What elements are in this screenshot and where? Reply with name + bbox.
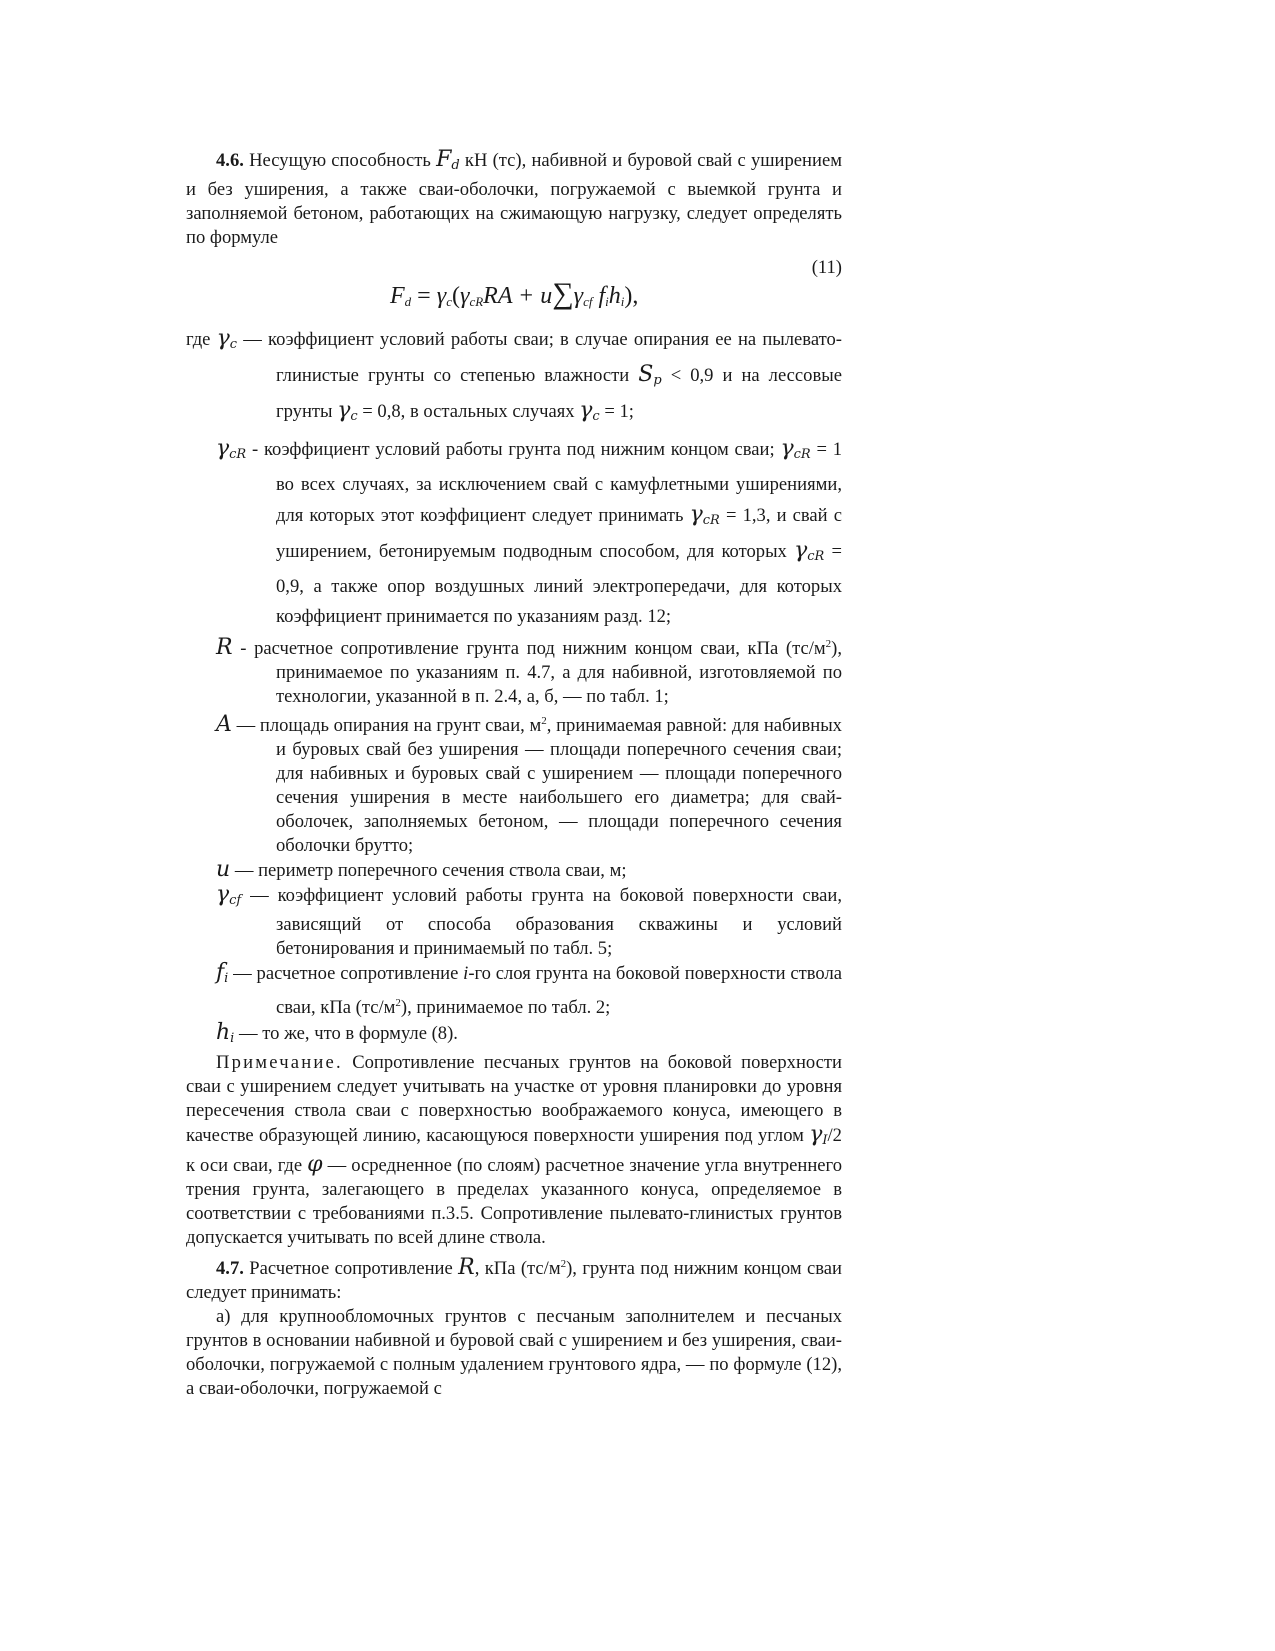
symbol-a: A — [216, 712, 232, 738]
list-item-a: а) для крупнообломочных грунтов с песчаным заполнителем и песчаных грунтов в основании набивной и буровой свай с уширением и без уширения, сваи-оболочки, погружаемой с полным удалением грунтового ядра, — по формуле (12), а сваи-оболочки, погружаемой с — [186, 1305, 842, 1399]
note-label: Примечание. — [216, 1051, 343, 1073]
definition-a: A — площадь опирания на грунт сваи, $м^2$, принимаемая равной: для набивных и буровых свай без уширения — площади поперечного сечения сваи; для набивных и буровых свай с уширением — площади поперечного сечения уширения в месте наибольшего его диаметра; для свай-оболочек, заполняемых бетоном, — площади поперечного сечения оболочки брутто; — [216, 712, 842, 857]
definition-u: u — периметр поперечного сечения ствола сваи, м; — [216, 857, 627, 883]
symbol-hi: $h_i$ — [216, 1019, 235, 1046]
paragraph-4-6: 4.6. Несущую способность $F_d$ кН (тс), набивной и буровой свай с уширением и без уширения, а также сваи-оболочки, погружаемой с выемкой грунта и заполняемой бетоном, работающих на сжимающую нагрузку, следует определять по формуле — [186, 147, 842, 248]
symbol-gamma-cr: $\gamma_{cR}$ — [216, 436, 247, 462]
symbol-r: R — [216, 635, 233, 661]
sum-symbol: ∑ — [552, 277, 574, 310]
formula-expression: $F_d = \gamma_c(\gamma_{cR}RA + u\sum\gamma_{cf}$ $f_ih_i$), — [390, 277, 639, 310]
symbol-gamma-c: $\gamma_c$ — [216, 326, 238, 352]
document-page — [186, 148, 842, 1401]
section-number: 4.7. — [216, 1257, 244, 1279]
definition-hi: $h_i$ — то же, что в формуле (8). — [216, 1019, 458, 1046]
symbol-phi: φ — [307, 1151, 323, 1177]
symbol-fd: $F_d$ — [436, 147, 460, 173]
definition-fi: $f_i$ — расчетное сопротивление i-го слоя грунта на боковой поверхности ствола сваи, кПа $(тс/м^2)$, принимаемое по табл. 2; — [216, 960, 842, 1019]
definition-r: R - расчетное сопротивление грунта под нижним концом сваи, кПа $(тс/м^2)$, принимаемое по указаниям п. 4.7, а для набивной, изготовляемой по технологии, указанной в п. 2.4, а, б, — по табл. 1; — [216, 635, 842, 708]
symbol-u: u — [216, 857, 231, 883]
paragraph-4-7: 4.7. Расчетное сопротивление R, кПа $(тс/м^2)$, грунта под нижним концом сваи следует принимать: — [186, 1254, 842, 1303]
formula-11 — [186, 256, 842, 320]
symbol-r: R — [458, 1254, 475, 1280]
definition-gamma-c: где $\gamma_c$ — коэффициент условий работы сваи; в случае опирания ее на пылевато-глинистые грунты со степенью влажности $S_p < 0,9$ и на лессовые грунты $\gamma_c = 0,8$, в остальных случаях $\gamma_c = 1$; — [186, 326, 842, 424]
definition-gamma-cr: $\gamma_{cR}$ - коэффициент условий работы грунта под нижним концом сваи; $\gamma_{cR} = 1$ во всех случаях, за исключением свай с камуфлетными уширениями, для которых этот коэффициент следует принимать $\gamma_{cR} = 1,3$, и свай с уширением, бетонируемым подводным способом, для которых $\gamma_{cR} = 0,9$, а также опор воздушных линий электропередачи, для которых коэффициент принимается по указаниям разд. 12; — [216, 436, 843, 627]
section-number: 4.6. — [216, 150, 244, 171]
symbol-fi: $f_i$ — [216, 960, 229, 987]
definition-gamma-cf: $\gamma_{cf}$ — коэффициент условий работы грунта на боковой поверхности сваи, зависящий от способа образования скважины и условий бетонирования и принимаемый по табл. 5; — [216, 882, 842, 960]
symbol-gamma-cf: $\gamma_{cf}$ — [216, 882, 242, 909]
equation-number: (11) — [811, 257, 842, 278]
note-paragraph: Примечание. Сопротивление песчаных грунтов на боковой поверхности сваи с уширением следует учитывать на участке от уровня планировки до уровня пересечения ствола сваи с поверхностью воображаемого конуса, имеющего в качестве образующей линию, касающуюся поверхности уширения под углом $\gamma_I/2$ к оси сваи, где φ — осредненное (по слоям) расчетное значение угла внутреннего трения грунта, залегающего в пределах указанного конуса, определяемое в соответствии с требованиями п.3.5. Сопротивление пылевато-глинистых грунтов допускается учитывать по всей длине ствола. — [186, 1051, 842, 1248]
